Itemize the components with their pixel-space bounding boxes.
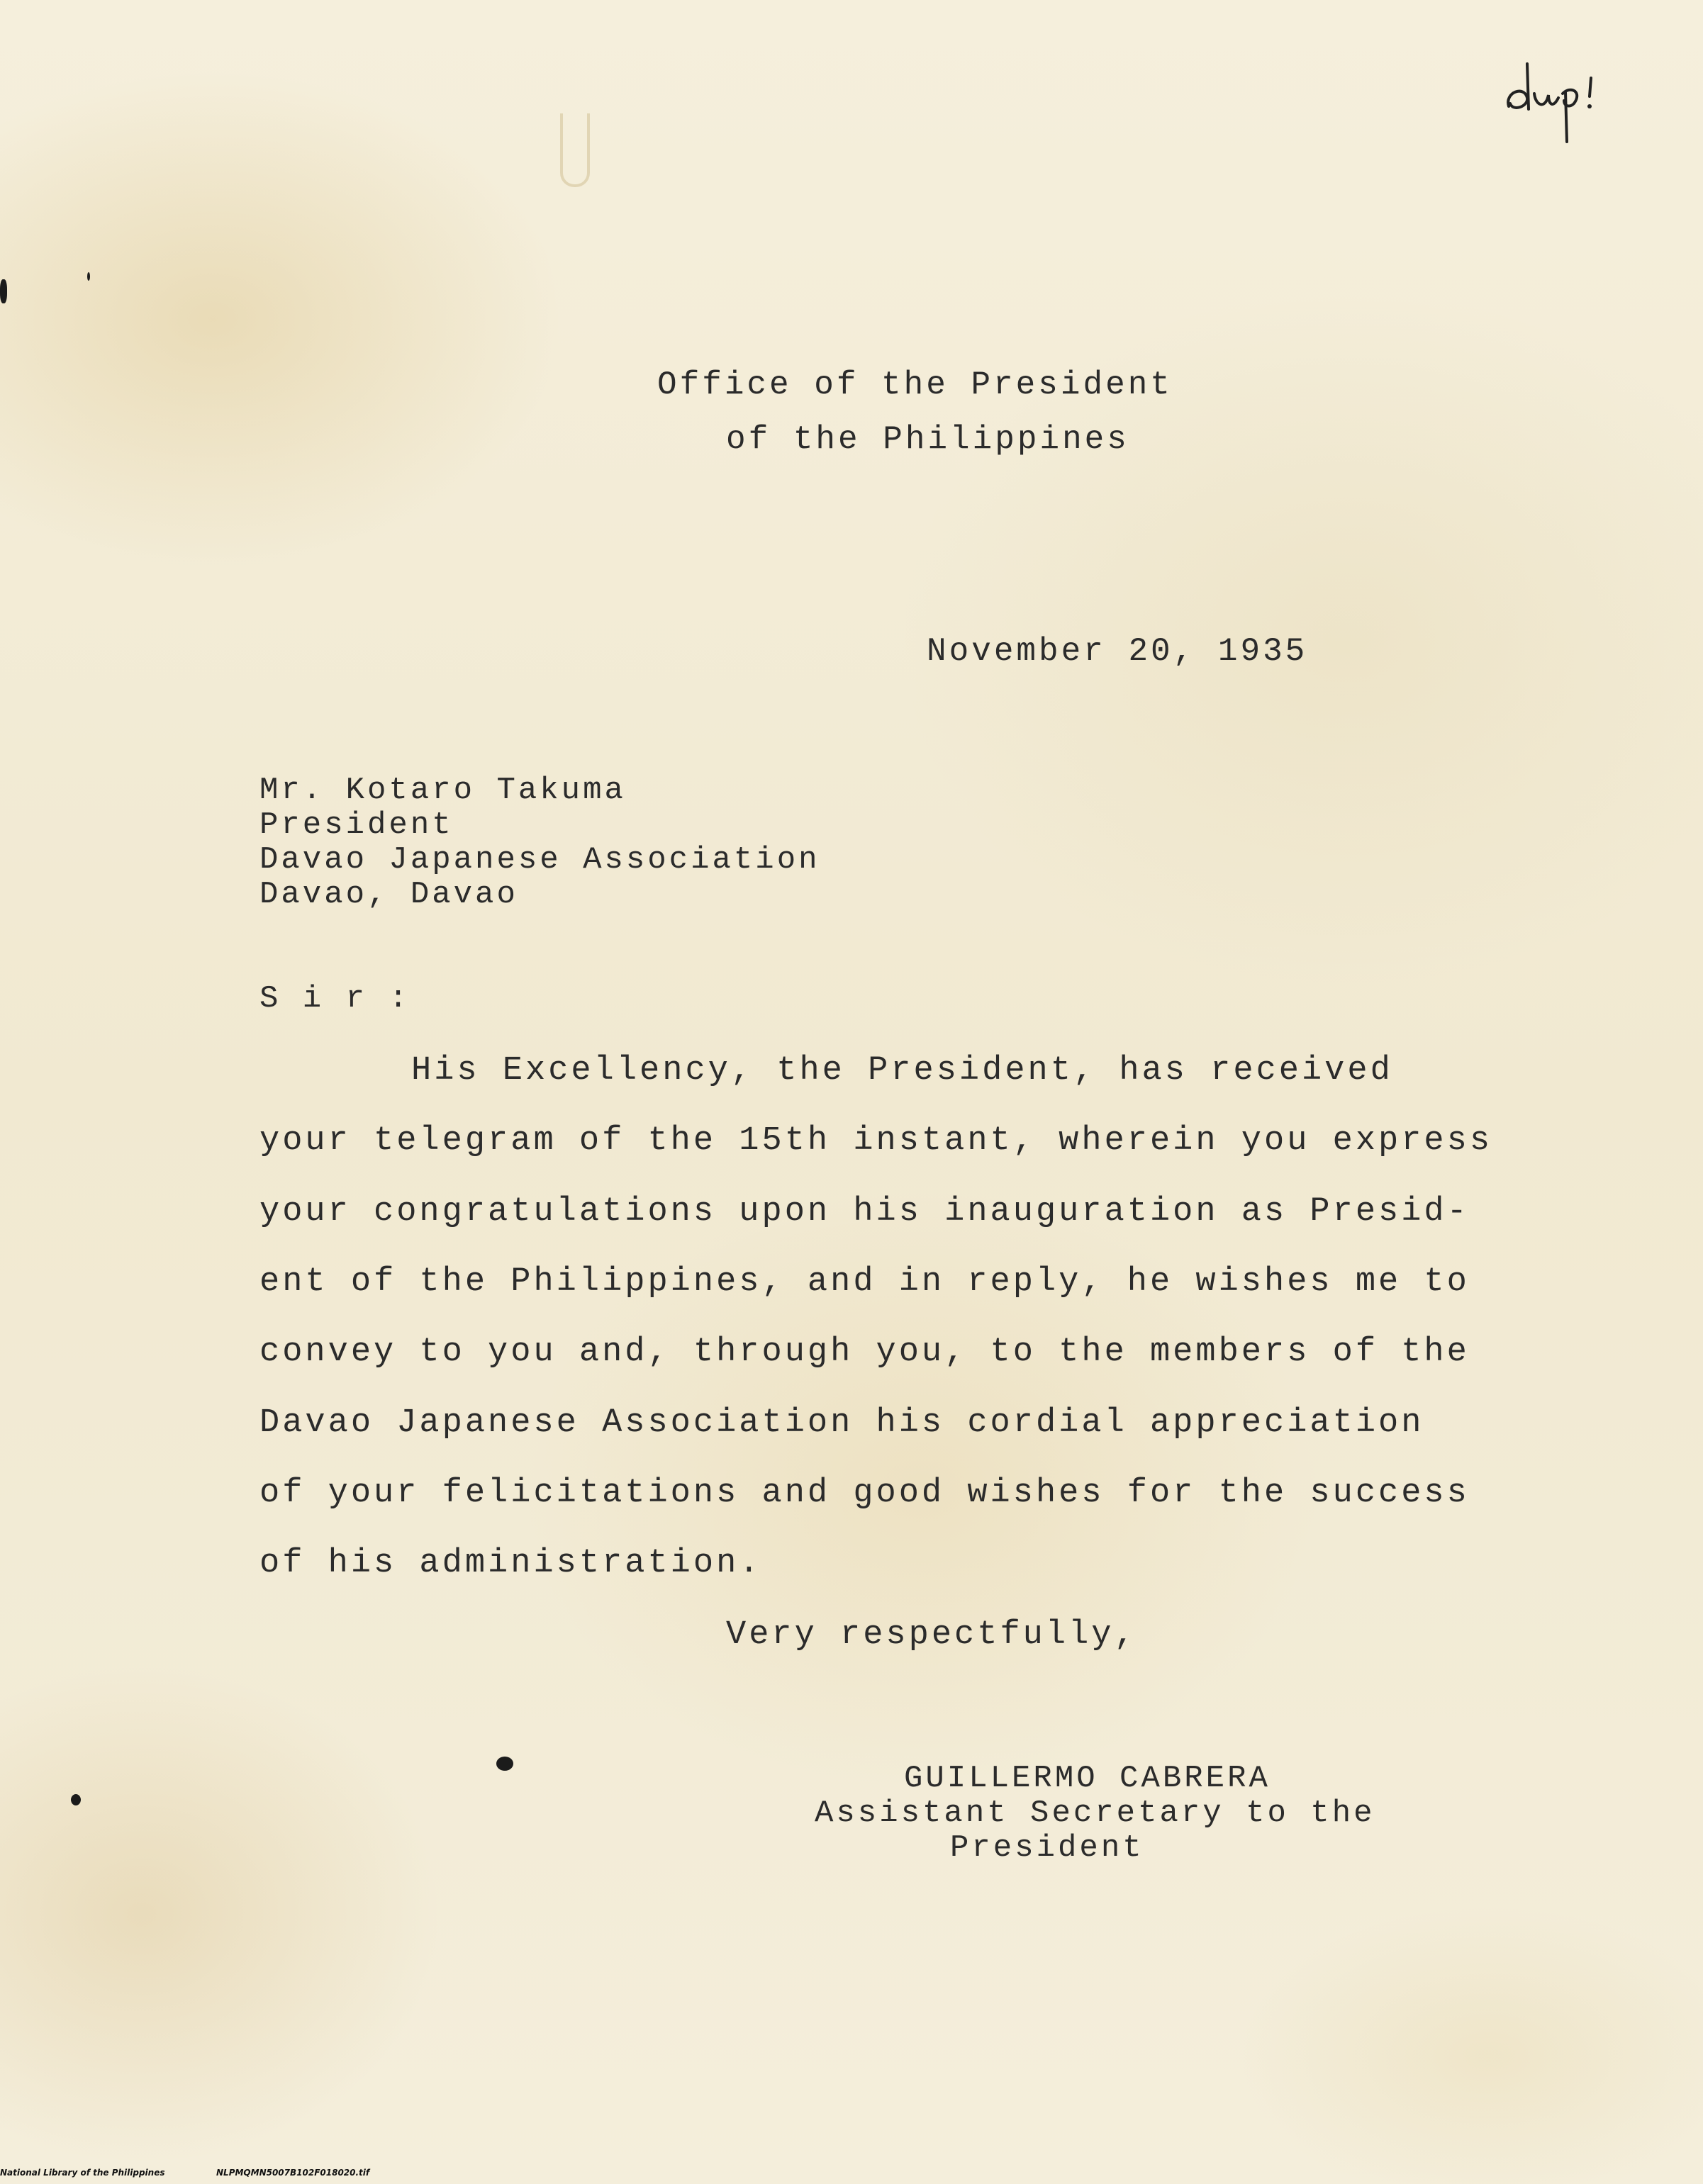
footer-file-id: NLPMQMN5007B102F018020.tif	[216, 2168, 370, 2178]
footer-library-caption: National Library of the Philippines	[0, 2168, 165, 2178]
ink-spot	[71, 1794, 81, 1805]
paper-fold-mark	[560, 113, 590, 187]
handwritten-note-dup	[1503, 35, 1602, 149]
ink-spot	[0, 279, 7, 303]
body-line-8: of his administration.	[259, 1545, 762, 1582]
salutation: S i r :	[259, 981, 411, 1017]
closing: Very respectfully,	[726, 1616, 1137, 1654]
recipient-title: President	[259, 807, 454, 843]
body-line-5: convey to you and, through you, to the members of the	[259, 1333, 1470, 1371]
ink-spot	[87, 272, 90, 281]
body-line-1: His Excellency, the President, has received	[411, 1052, 1393, 1090]
letterhead-line-1: Office of the President	[657, 366, 1173, 403]
signature-title-line-1: Assistant Secretary to the	[815, 1796, 1375, 1831]
body-line-2: your telegram of the 15th instant, wherein you express	[259, 1122, 1493, 1160]
body-line-3: your congratulations upon his inauguration as Presid-	[259, 1193, 1470, 1231]
recipient-organization: Davao Japanese Association	[259, 842, 820, 878]
letterhead-line-2: of the Philippines	[726, 421, 1129, 458]
signature-title-line-2: President	[950, 1830, 1144, 1866]
body-line-4: ent of the Philippines, and in reply, he wishes me to	[259, 1263, 1470, 1301]
signature-name: GUILLERMO CABRERA	[904, 1761, 1271, 1796]
body-line-6: Davao Japanese Association his cordial appreciation	[259, 1404, 1424, 1442]
letter-date: November 20, 1935	[927, 633, 1308, 670]
body-line-7: of your felicitations and good wishes for the success	[259, 1474, 1470, 1512]
recipient-name: Mr. Kotaro Takuma	[259, 773, 626, 808]
ink-spot	[496, 1757, 513, 1771]
recipient-location: Davao, Davao	[259, 877, 518, 912]
